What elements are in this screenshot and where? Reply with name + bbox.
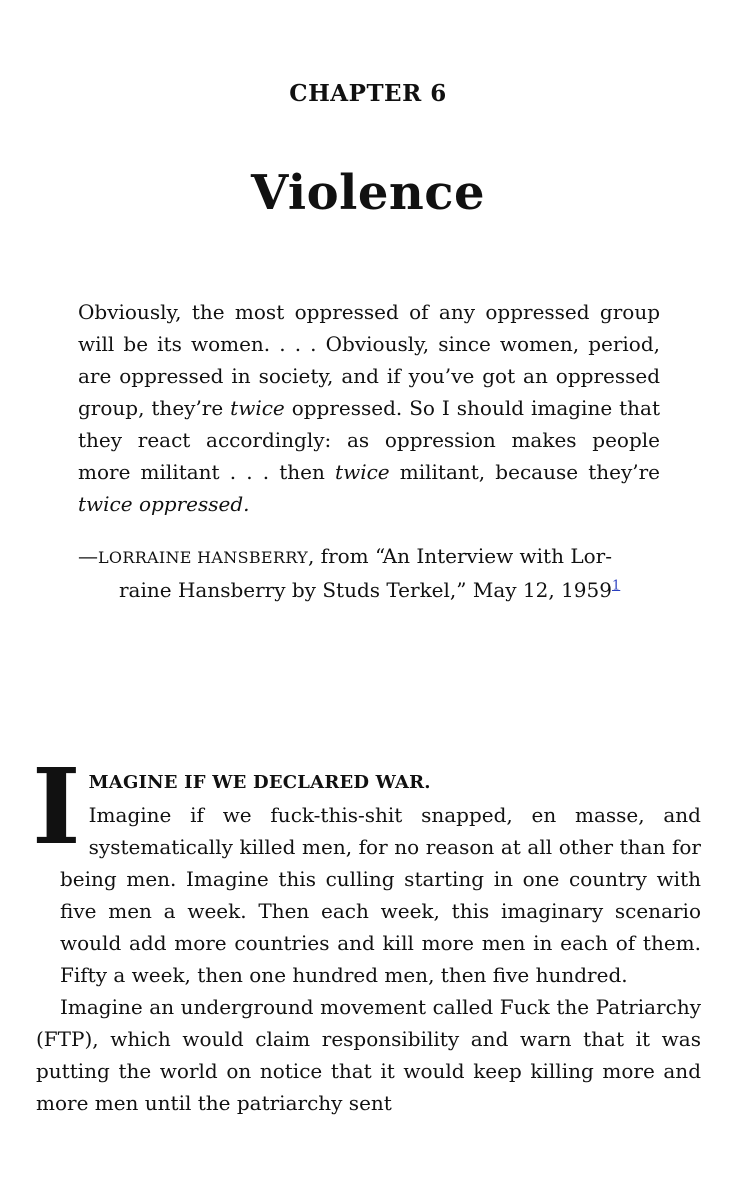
chapter-body — [32, 745, 701, 1119]
lead-in-text: MAGINE IF WE DECLARED WAR. — [88, 772, 431, 793]
drop-cap: I — [32, 745, 81, 868]
chapter-number: CHAPTER 6 — [289, 80, 447, 107]
epigraph-quote — [78, 296, 660, 520]
attribution-line-1 — [78, 540, 660, 574]
opening-paragraph — [36, 765, 701, 991]
epigraph-text-part3: militant, because they’re — [389, 460, 661, 484]
epigraph-text-part2: oppressed. So I should imagine that they react accordingly: as oppression makes people more militant . . . then — [78, 396, 660, 484]
chapter-title: Violence — [250, 165, 486, 221]
attribution-author: LORRAINE HANSBERRY — [98, 548, 308, 567]
epigraph-text-part1: Obviously, the most oppressed of any oppressed group will be its women. . . . Obviously, since women, period, are oppressed in society, and if you’ve got an oppressed group, they’re — [78, 300, 660, 420]
paragraph-2: Imagine an underground movement called Fuck the Patriarchy (FTP), which would claim responsibility and warn that it was putting the world on notice that it would keep killing more and more men until the patriarchy sent — [36, 995, 701, 1115]
epigraph-emphasis-3: twice oppressed. — [78, 492, 250, 516]
attribution-dash: — — [78, 544, 98, 568]
footnote-link[interactable]: 1 — [611, 578, 621, 594]
attribution-line-2 — [78, 574, 660, 606]
paragraph-1: Imagine if we fuck-this-shit snapped, en masse, and systematically killed men, for no reason at all other than for being men. Imagine this culling starting in one country with five men a week. Then each week, this imaginary scenario would add more countries and kill more men in each of them. Fifty a week, then one hundred men, then five hundred. — [60, 803, 701, 987]
epigraph-emphasis-2: twice — [335, 460, 390, 484]
epigraph-text — [78, 296, 660, 520]
epigraph-emphasis-1: twice — [230, 396, 285, 420]
epigraph-attribution — [78, 540, 660, 606]
attribution-source-end: raine Hansberry by Studs Terkel,” May 12, 1959 — [119, 578, 612, 602]
attribution-source-start: , from “An Interview with Lor- — [307, 544, 612, 568]
